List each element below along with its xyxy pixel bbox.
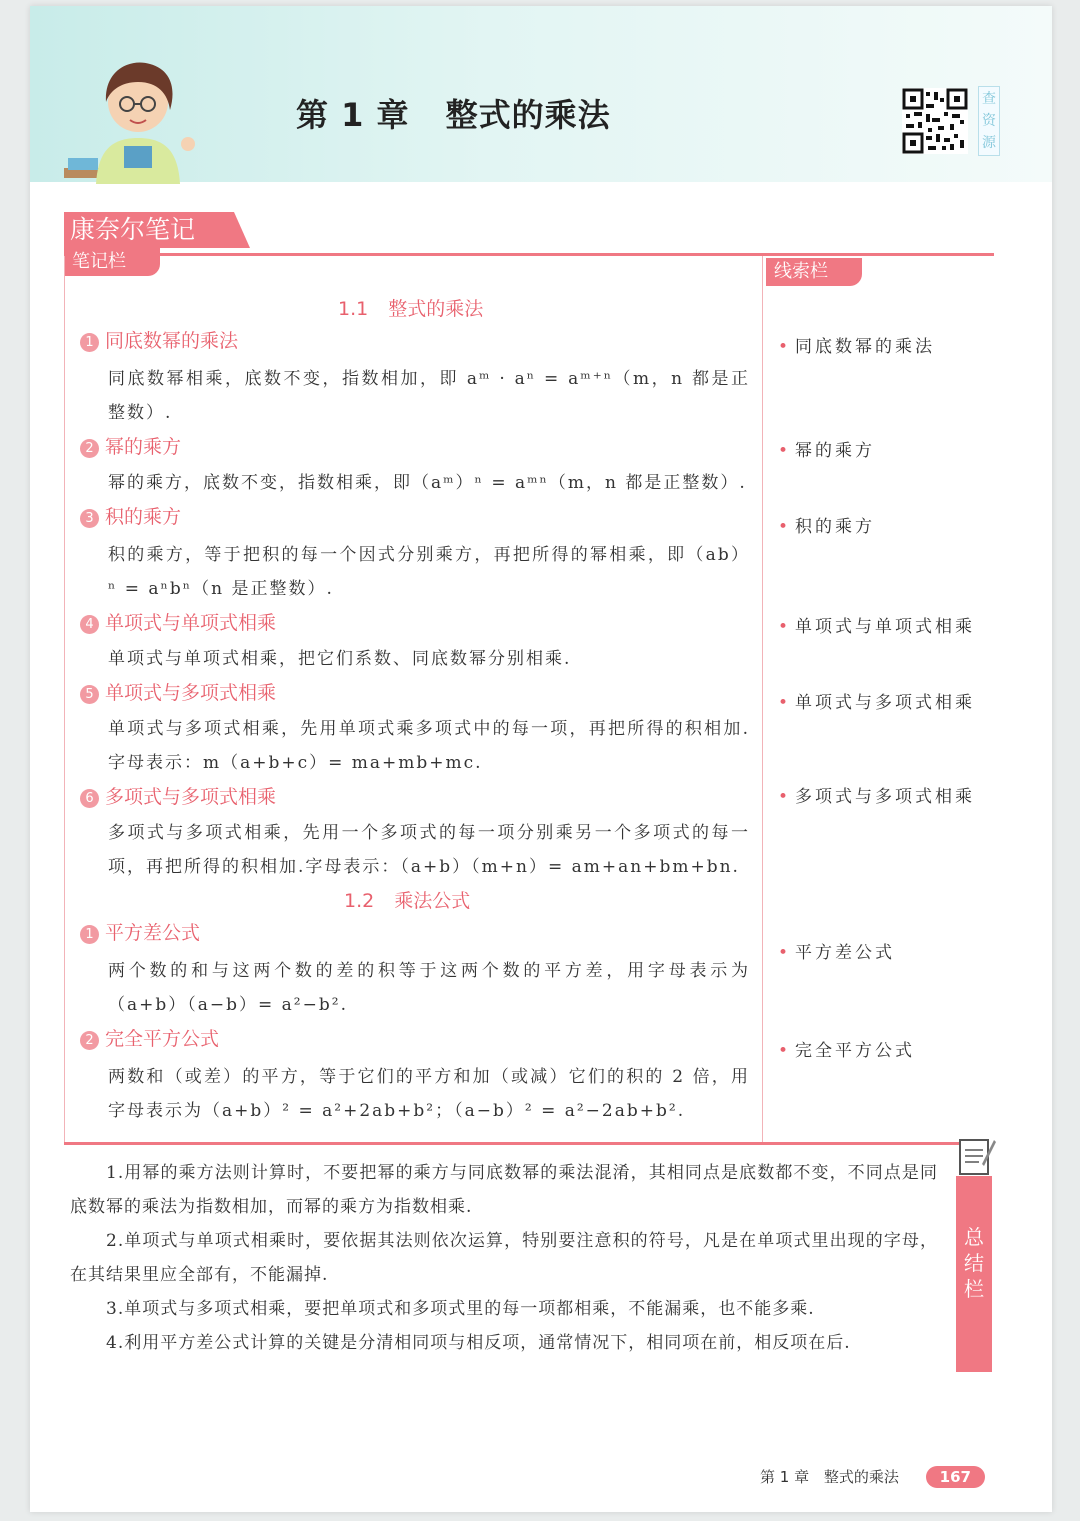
item-body: 单项式与单项式相乘，把它们系数、同底数幂分别相乘. bbox=[108, 649, 572, 669]
summary-section bbox=[70, 1156, 938, 1360]
summary-divider bbox=[64, 1142, 964, 1145]
number-badge: 2 bbox=[80, 439, 99, 458]
item-body: 单项式与多项式相乘，先用单项式乘多项式中的每一项，再把所得的积相加.字母表示：m（a+b+c）= ma+mb+mc. bbox=[108, 719, 750, 773]
section-heading: 1.2 乘法公式 bbox=[344, 890, 471, 912]
chapter-name: 整式的乘法 bbox=[445, 96, 611, 134]
number-badge: 3 bbox=[80, 509, 99, 528]
teacher-illustration bbox=[64, 50, 214, 184]
top-divider bbox=[64, 253, 994, 256]
clue-entry: • 幂的乘方 bbox=[778, 441, 876, 461]
item-heading: 1 同底数幂的乘法 bbox=[80, 326, 238, 353]
page-number: 167 bbox=[926, 1466, 985, 1488]
clue-entry: • 单项式与单项式相乘 bbox=[778, 617, 976, 637]
brand-banner: 康奈尔笔记 bbox=[64, 212, 234, 248]
section-heading: 1.1 整式的乘法 bbox=[338, 298, 484, 320]
item-heading: 2 完全平方公式 bbox=[80, 1024, 219, 1051]
item-heading: 6 多项式与多项式相乘 bbox=[80, 782, 276, 809]
qr-code-icon[interactable] bbox=[902, 88, 968, 154]
item-body: 幂的乘方，底数不变，指数相乘，即（aᵐ）ⁿ = aᵐⁿ（m，n 都是正整数）. bbox=[108, 473, 747, 493]
item-heading: 1 平方差公式 bbox=[80, 918, 200, 945]
item-heading: 4 单项式与单项式相乘 bbox=[80, 608, 276, 635]
item-body: 两个数的和与这两个数的差的积等于这两个数的平方差，用字母表示为（a+b）（a−b）= a²−b². bbox=[108, 961, 750, 1015]
clue-entry: • 完全平方公式 bbox=[778, 1041, 916, 1061]
chapter-label: 第 1 章 bbox=[296, 96, 410, 134]
summary-column-tab: 总结栏 bbox=[956, 1176, 992, 1372]
clue-entry: • 同底数幂的乘法 bbox=[778, 337, 936, 357]
notepad-icon bbox=[956, 1134, 996, 1178]
textbook-page bbox=[30, 6, 1052, 1512]
summary-paragraph: 1.用幂的乘方法则计算时，不要把幂的乘方与同底数幂的乘法混淆，其相同点是底数都不变，不同点是同底数幂的乘法为指数相加，而幂的乘方为指数相乘. bbox=[70, 1163, 938, 1217]
item-heading: 2 幂的乘方 bbox=[80, 432, 181, 459]
item-heading: 5 单项式与多项式相乘 bbox=[80, 678, 276, 705]
qr-resource-label[interactable]: 查资源 bbox=[978, 86, 1000, 156]
item-heading: 3 积的乘方 bbox=[80, 502, 181, 529]
number-badge: 4 bbox=[80, 615, 99, 634]
footer-chapter-label: 第 1 章 bbox=[760, 1468, 810, 1486]
number-badge: 6 bbox=[80, 789, 99, 808]
item-body: 积的乘方，等于把积的每一个因式分别乘方，再把所得的幂相乘，即（ab）ⁿ = aⁿbⁿ（n 是正整数）. bbox=[108, 545, 750, 599]
number-badge: 1 bbox=[80, 925, 99, 944]
item-body: 同底数幂相乘，底数不变，指数相加，即 aᵐ · aⁿ = aᵐ⁺ⁿ（m，n 都是正整数）. bbox=[108, 369, 750, 423]
footer-chapter-name: 整式的乘法 bbox=[823, 1468, 899, 1486]
number-badge: 5 bbox=[80, 685, 99, 704]
number-badge: 2 bbox=[80, 1031, 99, 1050]
clue-entry: • 单项式与多项式相乘 bbox=[778, 693, 976, 713]
summary-paragraph: 2.单项式与单项式相乘时，要依据其法则依次运算，特别要注意积的符号，凡是在单项式里出现的字母，在其结果里应全部有，不能漏掉. bbox=[70, 1231, 938, 1285]
notes-column-tab: 笔记栏 bbox=[64, 248, 160, 276]
clue-column-tab: 线索栏 bbox=[766, 258, 862, 286]
item-body: 多项式与多项式相乘，先用一个多项式的每一项分别乘另一个多项式的每一项，再把所得的积相加.字母表示：（a+b）（m+n）= am+an+bm+bn. bbox=[108, 823, 750, 877]
clue-entry: • 多项式与多项式相乘 bbox=[778, 787, 976, 807]
notes-column-border bbox=[64, 256, 65, 1142]
number-badge: 1 bbox=[80, 333, 99, 352]
item-body: 两数和（或差）的平方，等于它们的平方和加（或减）它们的积的 2 倍，用字母表示为（a+b）² = a²+2ab+b²；（a−b）² = a²−2ab+b². bbox=[108, 1067, 750, 1121]
column-divider bbox=[762, 256, 763, 1142]
summary-paragraph: 4.利用平方差公式计算的关键是分清相同项与相反项，通常情况下，相同项在前，相反项在后. bbox=[106, 1333, 851, 1353]
page-footer bbox=[760, 1466, 985, 1488]
clue-entry: • 积的乘方 bbox=[778, 517, 876, 537]
clue-entry: • 平方差公式 bbox=[778, 943, 896, 963]
chapter-title bbox=[296, 90, 647, 136]
summary-paragraph: 3.单项式与多项式相乘，要把单项式和多项式里的每一项都相乘，不能漏乘，也不能多乘. bbox=[106, 1299, 815, 1319]
